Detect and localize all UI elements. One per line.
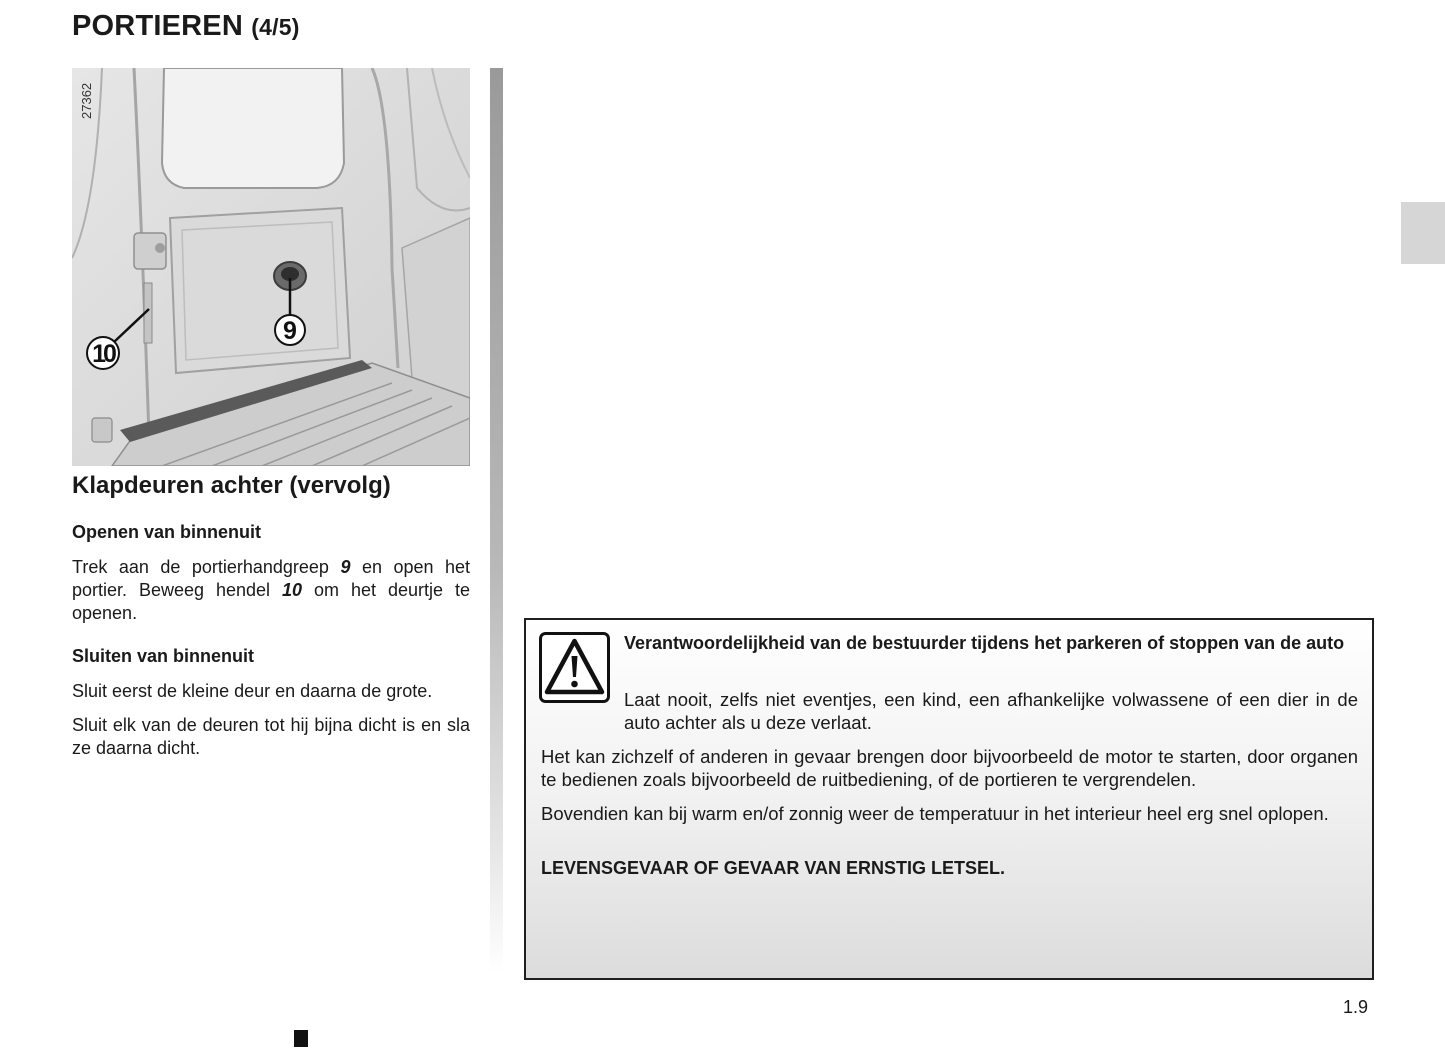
page-title-main: PORTIEREN: [72, 10, 243, 42]
ref-handle-9: 9: [340, 557, 351, 577]
page-number: 1.9: [1343, 997, 1369, 1017]
close-paragraph-1: Sluit eerst de kleine deur en daarna de grote.: [72, 681, 433, 701]
close-heading: Sluiten van binnenuit: [72, 646, 255, 666]
rear-door-interior-illustration: [72, 68, 470, 466]
chapter-tab: [1401, 202, 1445, 264]
ref-lever-10: 10: [282, 580, 303, 600]
figure-number: 27362: [79, 82, 94, 120]
warning-text-1: Laat nooit, zelfs niet eventjes, een kind, een afhankelijke volwassene of een dier in de auto achter als u deze verlaat.: [624, 689, 1358, 733]
open-text-part-1: Trek aan de portierhandgreep: [72, 557, 341, 577]
warning-title: Verantwoordelijkheid van de bestuurder tijdens het parkeren of stoppen van de auto: [624, 633, 1345, 653]
column-divider: [490, 68, 503, 973]
illustration-drawing: [72, 68, 470, 466]
footer-mark: [294, 1030, 308, 1047]
open-heading: Openen van binnenuit: [72, 522, 262, 542]
open-paragraph: [72, 556, 470, 625]
warning-triangle-icon: [539, 632, 610, 703]
close-paragraph-2: Sluit elk van de deuren tot hij bijna dicht is en sla ze daarna dicht.: [72, 715, 470, 758]
callout-10: 10: [92, 340, 114, 368]
callout-9: 9: [283, 317, 297, 345]
warning-final: LEVENSGEVAAR OF GEVAAR VAN ERNSTIG LETSEL.: [541, 858, 1006, 878]
open-text-part-2: en open het portier. Beweeg hendel: [72, 557, 470, 600]
warning-text-3: Bovendien kan bij warm en/of zonnig weer de temperatuur in het interieur heel erg snel oplopen.: [541, 803, 1329, 824]
warning-text-2: Het kan zichzelf of anderen in gevaar brengen door bijvoorbeeld de motor te starten, door organen te bedienen zoals bijvoorbeeld de ruitbediening, of de portieren te vergrendelen.: [541, 746, 1358, 790]
page-title-suffix: (4/5): [251, 14, 300, 40]
open-text-part-3: om het deurtje te openen.: [72, 580, 470, 623]
page-title: [72, 10, 300, 43]
section-title: Klapdeuren achter (vervolg): [72, 472, 391, 499]
warning-box: [524, 618, 1374, 980]
